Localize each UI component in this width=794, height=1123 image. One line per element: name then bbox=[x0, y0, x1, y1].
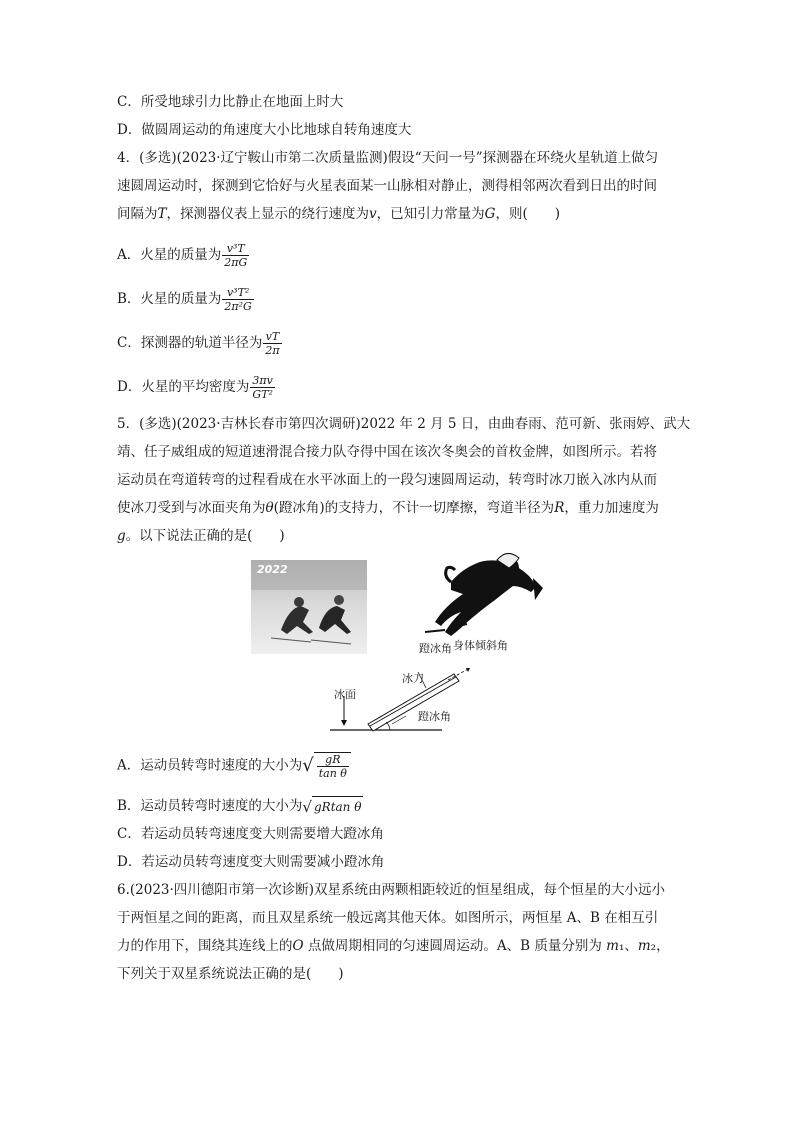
kick-angle-label-2: 蹬冰角 bbox=[418, 710, 451, 723]
q5-stem-line3: 运动员在弯道转弯的过程看成在水平冰面上的一段匀速圆周运动，转弯时冰刀嵌入冰内从而 bbox=[117, 472, 657, 488]
q4-stem-line3 bbox=[117, 204, 560, 224]
kick-angle-label: 蹬冰角 bbox=[419, 642, 452, 655]
text: (蹬冰角)的支持力，不计一切摩擦，弯道半径为 bbox=[273, 500, 555, 516]
fraction bbox=[317, 753, 349, 780]
text: ，重力加速度为 bbox=[564, 500, 659, 516]
text: 间隔为 bbox=[117, 206, 158, 222]
ice-surface-label: 冰面 bbox=[334, 688, 356, 701]
option-text: C．探测器的轨道半径为 bbox=[117, 335, 263, 351]
text: ，已知引力常量为 bbox=[376, 206, 485, 222]
q5-stem-line1: 5．(多选)(2023·吉林长春市第四次调研)2022 年 2 月 5 日，由曲春雨、范可新、张雨婷、武大 bbox=[117, 416, 691, 432]
subscript-2: ₂ bbox=[650, 938, 657, 954]
var-O: O bbox=[292, 938, 304, 954]
q5-stem-line4 bbox=[117, 498, 659, 518]
ice-blade-label: 冰刀 bbox=[402, 672, 424, 685]
text: ， bbox=[656, 938, 670, 954]
answer-blank: ，则( ) bbox=[495, 206, 560, 222]
denominator: 2π²G bbox=[224, 300, 252, 313]
radical-sign: √ bbox=[302, 797, 312, 816]
q5-option-a[interactable] bbox=[117, 752, 351, 780]
sqrt-expression bbox=[302, 796, 363, 817]
option-text: B．火星的质量为 bbox=[117, 291, 222, 307]
fraction bbox=[222, 286, 253, 313]
radicand: gRtan θ bbox=[312, 796, 363, 817]
numerator: gR bbox=[317, 753, 349, 767]
q5-option-c[interactable]: C．若运动员转弯速度变大则需要增大蹬冰角 bbox=[117, 826, 384, 842]
option-text: A．运动员转弯时速度的大小为 bbox=[117, 757, 303, 774]
denominator: tan θ bbox=[318, 767, 347, 780]
text: ，探测器仪表上显示的绕行速度为 bbox=[166, 206, 370, 222]
denominator: 2πG bbox=[224, 256, 248, 269]
photo-year-label: 2022 bbox=[257, 563, 288, 576]
q4-option-a[interactable] bbox=[117, 242, 249, 269]
var-v: v bbox=[369, 206, 377, 222]
q6-stem-line1: 6.(2023·四川德阳市第一次诊断)双星系统由两颗相距较近的恒星组成，每个恒星的大小远小 bbox=[117, 882, 666, 898]
var-m: m bbox=[606, 938, 619, 954]
body-tilt-label: 身体倾斜角 bbox=[453, 639, 508, 652]
var-g: g bbox=[117, 528, 126, 544]
text: 力的作用下，围绕其连线上的 bbox=[117, 938, 293, 954]
speed-skating-photo bbox=[251, 560, 367, 654]
text: 、 bbox=[624, 938, 638, 954]
numerator: 3πv bbox=[250, 374, 275, 388]
option-text: B．运动员转弯时速度的大小为 bbox=[117, 798, 303, 814]
sqrt-expression bbox=[302, 752, 351, 780]
subscript-1: ₁ bbox=[618, 938, 625, 954]
skater-diagram bbox=[405, 548, 555, 656]
q6-stem-line3 bbox=[117, 936, 670, 956]
q6-stem-line2: 于两恒星之间的距离，而且双星系统一般远离其他天体。如图所示，两恒星 A、B 在相互引 bbox=[117, 910, 659, 926]
q4-option-c[interactable] bbox=[117, 330, 282, 357]
fraction bbox=[263, 330, 281, 357]
q5-stem-line5 bbox=[117, 526, 285, 546]
ice-blade-diagram bbox=[330, 668, 480, 738]
text: 点做周期相同的匀速圆周运动。A、B 质量分别为 bbox=[303, 938, 607, 954]
q4-stem-line1: 4．(多选)(2023·辽宁鞍山市第二次质量监测)假设“天问一号”探测器在环绕火星轨道上做匀 bbox=[117, 150, 659, 166]
q5-option-b[interactable] bbox=[117, 796, 363, 817]
denominator: 2π bbox=[265, 344, 280, 357]
option-text: A．火星的质量为 bbox=[117, 247, 222, 263]
numerator: v³T² bbox=[222, 286, 253, 300]
q4-stem-line2: 速圆周运动时，探测到它恰好与火星表面某一山脉相对静止，测得相邻两次看到日出的时间 bbox=[117, 178, 657, 194]
option-text: D．火星的平均密度为 bbox=[117, 379, 250, 395]
q4-option-b[interactable] bbox=[117, 286, 254, 313]
text: 使冰刀受到与冰面夹角为 bbox=[117, 500, 266, 516]
radical-sign: √ bbox=[302, 755, 314, 776]
var-theta: θ bbox=[265, 500, 274, 516]
q3-option-d[interactable]: D．做圆周运动的角速度大小比地球自转角速度大 bbox=[117, 122, 412, 138]
denominator: GT² bbox=[252, 388, 273, 401]
var-T: T bbox=[157, 206, 167, 222]
var-m: m bbox=[637, 938, 651, 954]
numerator: vT bbox=[263, 330, 281, 344]
radicand bbox=[314, 752, 351, 780]
answer-blank: 。以下说法正确的是( ) bbox=[125, 528, 285, 544]
q5-option-d[interactable]: D．若运动员转弯速度变大则需要减小蹬冰角 bbox=[117, 854, 385, 870]
var-R: R bbox=[554, 500, 565, 516]
fraction bbox=[222, 242, 249, 269]
q3-option-c[interactable]: C．所受地球引力比静止在地面上时大 bbox=[117, 94, 344, 110]
q5-stem-line2: 靖、任子威组成的短道速滑混合接力队夺得中国在该次冬奥会的首枚金牌，如图所示。若将 bbox=[117, 444, 657, 460]
fraction bbox=[250, 374, 275, 401]
q6-stem-line4: 下列关于双星系统说法正确的是( ) bbox=[117, 966, 344, 982]
numerator: v³T bbox=[222, 242, 249, 256]
q4-option-d[interactable] bbox=[117, 374, 275, 401]
var-G: G bbox=[484, 206, 496, 222]
